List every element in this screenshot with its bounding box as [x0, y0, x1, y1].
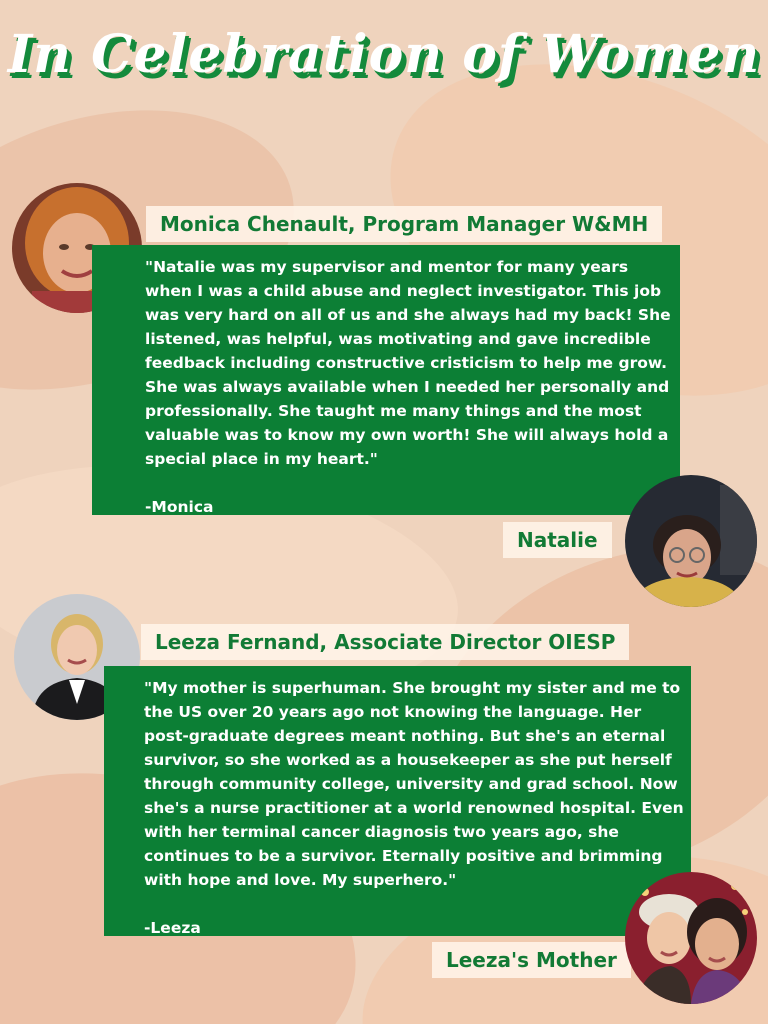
author-label-monica: Monica Chenault, Program Manager W&MH [146, 206, 662, 242]
author-label-leeza: Leeza Fernand, Associate Director OIESP [141, 624, 629, 660]
quote-signature: -Leeza [144, 919, 201, 937]
quote-box-leeza [104, 666, 691, 936]
quote-box-monica [92, 245, 680, 515]
leeza-and-mother-photo [625, 872, 757, 1004]
honoree-label-leezas-mother: Leeza's Mother [432, 942, 631, 978]
quote-signature: -Monica [145, 498, 214, 516]
page-title: In Celebration of Women [7, 24, 761, 85]
honoree-label-natalie: Natalie [503, 522, 612, 558]
quote-text: "My mother is superhuman. She brought my sister and me to the US over 20 years ago not knowing the language. Her post-graduate degrees meant nothing. But she's an eternal survivor, so she worked as a housekeeper as she put herself through community college, university and grad school. Now she's a nurse practitioner at a world renowned hospital. Even with her terminal cancer diagnosis two years ago, she continues to be a survivor. Eternally positive and brimming with hope and love. My superhero." [144, 679, 684, 889]
quote-text: "Natalie was my supervisor and mentor for many years when I was a child abuse and neglect investigator. This job was very hard on all of us and she always had my back! She listened, was helpful, was motivating and gave incredible feedback including constructive cristicism to help me grow. She was always available when I needed her personally and professionally. She taught me many things and the most valuable was to know my own worth! She will always hold a special place in my heart." [145, 258, 671, 468]
natalie-photo [625, 475, 757, 607]
